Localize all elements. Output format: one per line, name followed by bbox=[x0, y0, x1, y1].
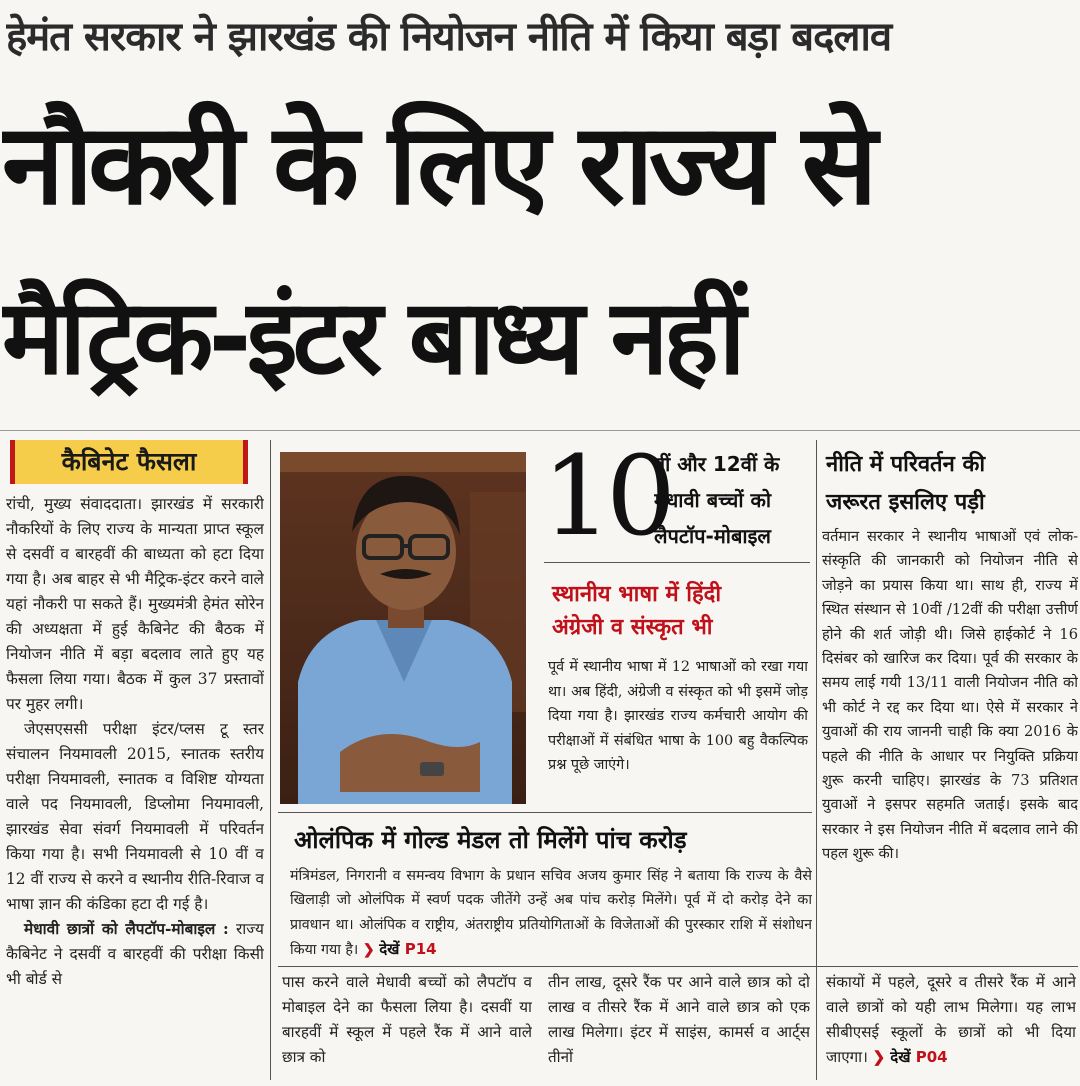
portrait-illustration bbox=[280, 452, 526, 804]
olympic-body-text: मंत्रिमंडल, निगरानी व समन्वय विभाग के प्रधान सचिव अजय कुमार सिंह ने बताया कि राज्य के वैसे खिलाड़ी जो ओलंपिक में स्वर्ण पदक जीतेंगे उन्हें अब पांच करोड़ मिलेंगे। पूर्व में दो करोड़ देने का प्रावधान था। ओलंपिक व राष्ट्रीय, अंतराष्ट्रीय प्रतियोगिताओं के विजेताओं की पुरस्कार राशि में संशोधन किया गया है। bbox=[290, 868, 812, 959]
column-divider-2 bbox=[816, 440, 817, 1080]
laptop-headline-line-2: मेधावी बच्चों को bbox=[654, 488, 772, 512]
continuation-column-1: पास करने वाले मेधावी बच्चों को लैपटॉप व मोबाइल देने का फैसला लिया है। दसवीं या बारहवीं में स्कूल में पहले रैंक में आने वाले छात्र को bbox=[282, 973, 532, 1066]
lead-paragraph-2: जेएसएससी परीक्षा इंटर/प्लस टू स्तर संचालन नियमावली 2015, स्नातक स्तरीय परीक्षा नियमावली, स्नातक व विशिष्ट योग्यता वाले पद नियमावली, डिप्लोमा नियमावली, झारखंड सेवा संवर्ग नियमावली में परिवर्तन किया गया है। सभी नियमावली से 10 वीं व 12 वीं राज्य से करने व स्थानीय रीति-रिवाज व भाषा ज्ञान की कंडिका हटा दी गई है। bbox=[6, 720, 264, 913]
laptop-headline-line-3: लैपटॉप-मोबाइल bbox=[654, 524, 771, 548]
laptop-divider bbox=[544, 562, 810, 563]
language-body: पूर्व में स्थानीय भाषा में 12 भाषाओं को रखा गया था। अब हिंदी, अंग्रेजी व संस्कृत को भी इसमें जोड़ दिया गया है। झारखंड राज्य कर्मचारी आयोग की परीक्षाओं में संबंधित भाषा के 100 बहु वैकल्पिक प्रश्न पूछे जाएंगे। bbox=[548, 659, 808, 773]
headline-line-1: नौकरी के लिए राज्य से bbox=[2, 100, 873, 230]
language-headline-line-2: अंग्रेजी व संस्कृत भी bbox=[552, 615, 713, 640]
section-label-box bbox=[10, 440, 248, 484]
laptop-big-number: 10 bbox=[542, 432, 670, 560]
column-divider-1 bbox=[270, 440, 271, 1080]
lead-paragraph-3 bbox=[6, 917, 264, 992]
olympic-headline: ओलंपिक में गोल्ड मेडल तो मिलेंगे पांच करोड़ bbox=[294, 826, 687, 854]
lead-paragraph-1: रांची, मुख्य संवाददाता। झारखंड में सरकारी नौकरियों के लिए राज्य के मान्यता प्राप्त स्कूल से दसवीं व बारहवीं की बाध्यता को हटा दिया गया है। अब बाहर से भी मैट्रिक-इंटर करने वाले यहां नौकरी पा सकते हैं। मुख्यमंत्री हेमंत सोरेन की अध्यक्षता में हुई कैबिनेट की बैठक में नियोजन नीति में बड़ा बदलाव लाते हुए यह फैसला लिया गया। बैठक में कुल 37 प्रस्तावों पर मुहर लगी। bbox=[6, 495, 264, 713]
lead-subhead: मेधावी छात्रों को लैपटॉप-मोबाइल : bbox=[24, 920, 229, 938]
kicker-headline: हेमंत सरकार ने झारखंड की नियोजन नीति में किया बड़ा बदलाव bbox=[6, 14, 892, 60]
language-headline-line-1: स्थानीय भाषा में हिंदी bbox=[552, 582, 722, 607]
lead-column bbox=[6, 492, 264, 1077]
laptop-headline bbox=[654, 446, 804, 556]
see-label: देखें bbox=[379, 940, 400, 959]
policy-body: वर्तमान सरकार ने स्थानीय भाषाओं एवं लोक-संस्कृति की जानकारी को नियोजन नीति से जोड़ने का प्रयास किया था। साथ ही, राज्य में स्थित संस्थान से 10वीं /12वीं की परीक्षा उत्तीर्ण होने की शर्त जोड़ी थी। जिसे हाईकोर्ट ने 16 दिसंबर को खारिज कर दिया। पूर्व की सरकार के समय लाई गयी 13/11 वाली नियोजन नीति को भी कोर्ट ने रद्द कर दिया था। ऐसे में सरकार ने युवाओं की राय जाननी चाही कि क्या 2016 के पहले की नीति के आधार पर नियुक्ति प्रक्रिया शुरू करनी चाहिए। झारखंड के 73 प्रतिशत युवाओं ने इसपर सहमति जताई। इसके बाद सरकार ने इस नियोजन नीति में बदलाव लाने की पहल शुरू की। bbox=[822, 528, 1078, 863]
continuation-column-2: तीन लाख, दूसरे रैंक पर आने वाले छात्र को दो लाख व तीसरे रैंक में आने वाले छात्र को एक लाख मिलेगा। इंटर में साइंस, कामर्स व आर्ट्स तीनों bbox=[548, 973, 810, 1066]
headline-line-2: मैट्रिक-इंटर बाध्य नहीं bbox=[2, 276, 741, 398]
laptop-headline-line-1: वीं और 12वीं के bbox=[654, 452, 780, 476]
section-label: कैबिनेट फैसला bbox=[61, 447, 197, 476]
chief-minister-photo bbox=[280, 452, 526, 804]
lead-subhead-text: राज्य कैबिनेट ने दसवीं व बारहवीं की परीक्षा किसी भी बोर्ड से bbox=[6, 920, 264, 988]
policy-headline-line-2: जरूरत इसलिए पड़ी bbox=[826, 490, 985, 515]
policy-headline-line-1: नीति में परिवर्तन की bbox=[826, 452, 986, 477]
see-page-link-2[interactable] bbox=[890, 1048, 947, 1066]
continuation-column-3-text: संकायों में पहले, दूसरे व तीसरे रैंक में आने वाले छात्रों को यही लाभ मिलेगा। यह लाभ सीबीएसई स्कूलों के छात्रों को भी दिया जाएगा। bbox=[826, 973, 1076, 1066]
see-page-number-2: P04 bbox=[915, 1048, 948, 1066]
chevron-right-icon: ❯ bbox=[872, 1048, 886, 1066]
continuation-column-3 bbox=[826, 970, 1076, 1080]
see-page-link[interactable] bbox=[379, 940, 436, 958]
see-page-number: P14 bbox=[404, 940, 437, 959]
language-headline bbox=[552, 578, 802, 648]
olympic-divider bbox=[278, 812, 812, 813]
see-label-2: देखें bbox=[890, 1048, 911, 1066]
top-divider bbox=[0, 430, 1080, 431]
olympic-body bbox=[290, 864, 812, 964]
continuation-divider bbox=[278, 966, 1078, 967]
chevron-right-icon: ❯ bbox=[362, 942, 375, 959]
policy-headline bbox=[826, 446, 1076, 526]
